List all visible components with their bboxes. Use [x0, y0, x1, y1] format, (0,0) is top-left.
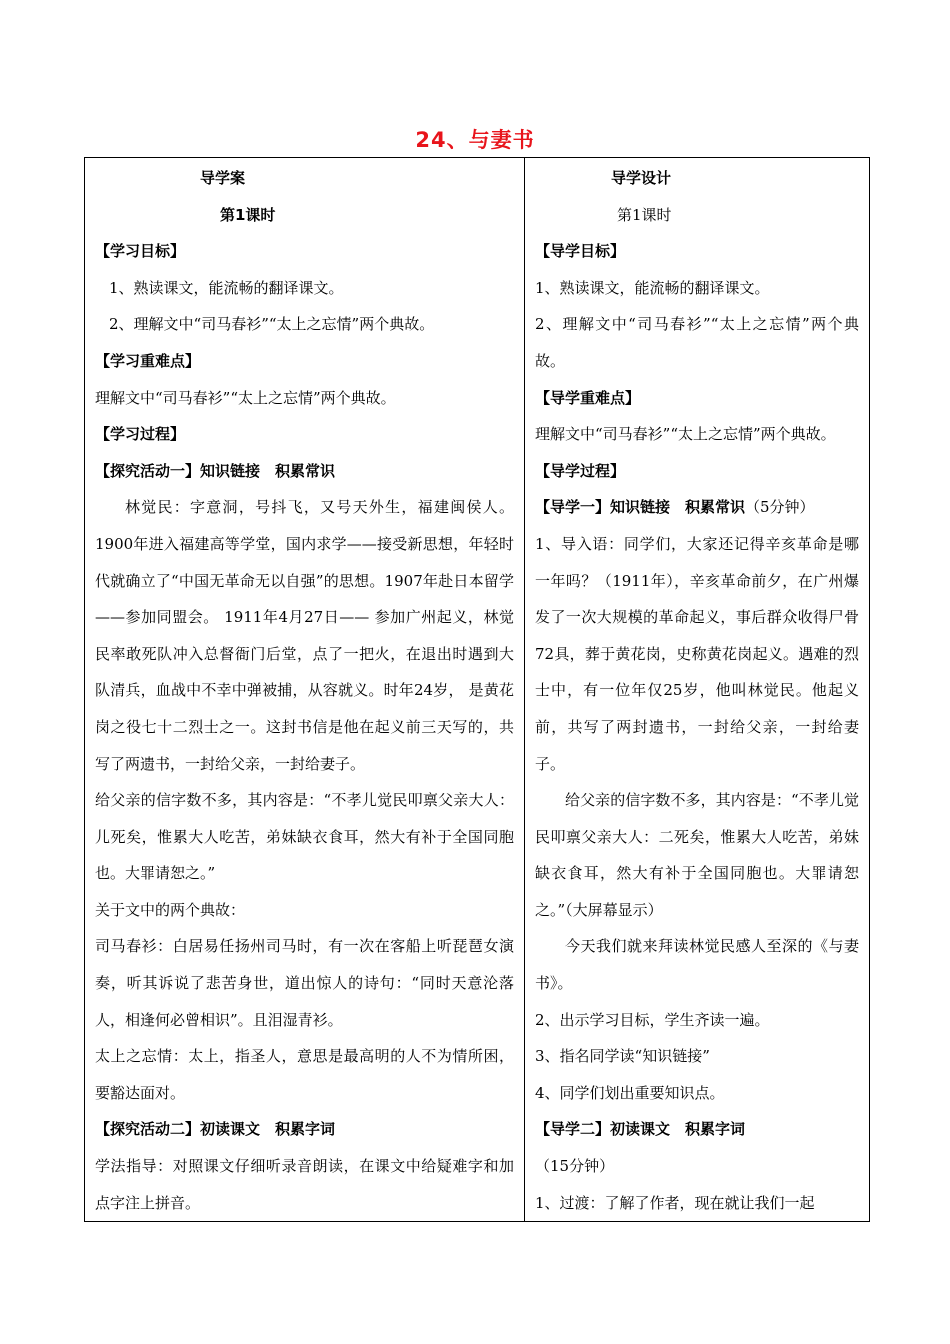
right-process-title: 【导学过程】 — [535, 461, 626, 480]
left-activity1-title: 【探究活动一】知识链接 积累常识 — [95, 461, 336, 480]
right-guide2-title: 【导学二】初读课文 积累字词 — [535, 1120, 746, 1139]
right-guide2-time: （15分钟） — [535, 1157, 615, 1176]
right-guide1-title: 【导学一】知识链接 积累常识 — [535, 498, 746, 517]
right-step-2: 2、出示学习目标，学生齐读一遍。 — [535, 1010, 770, 1029]
left-goal-1: 1、熟读课文，能流畅的翻译课文。 — [109, 278, 344, 297]
left-activity2-title: 【探究活动二】初读课文 积累字词 — [95, 1120, 336, 1139]
right-father-letter: 给父亲的信字数不多，其内容是：“不孝儿觉民叩禀父亲大人：二死矣，惟累大人吃苦，弟妹缺衣食耳，然大有补于全国同胞也。大罪请恕之。”（大屏幕显示） — [535, 791, 859, 919]
right-header: 导学设计 — [611, 169, 672, 187]
left-key-text: 理解文中“司马春衫”“太上之忘情”两个典故。 — [95, 388, 396, 407]
right-goal-1: 1、熟读课文，能流畅的翻译课文。 — [535, 278, 770, 297]
right-period: 第1课时 — [617, 205, 672, 224]
right-step-3: 3、指名同学读“知识链接” — [535, 1047, 710, 1066]
right-step-4: 4、同学们划出重要知识点。 — [535, 1083, 725, 1102]
right-guide1-heading — [535, 489, 859, 526]
left-method: 学法指导：对照课文仔细听录音朗读，在课文中给疑难字和加点字注上拼音。 — [95, 1157, 514, 1212]
left-header: 导学案 — [200, 169, 246, 187]
right-intro: 1、导入语：同学们，大家还记得辛亥革命是哪一年吗？（1911年），辛亥革命前夕，在广州爆发了一次大规模的革命起义，事后群众收得尸骨72具，葬于黄花岗，史称黄花岗起义。遇难的烈士中，有一位年仅25岁，他叫林觉民。他起义前，共写了两封遗书，一封给父亲，一封给妻子。 — [535, 534, 859, 773]
right-today: 今天我们就来拜读林觉民感人至深的《与妻书》。 — [535, 937, 859, 993]
page-title: 24、与妻书 — [415, 128, 535, 152]
right-column — [525, 158, 870, 1222]
left-column — [85, 158, 525, 1222]
lesson-table — [84, 157, 870, 1222]
right-guide1-time: （5分钟） — [745, 498, 815, 517]
right-goal-2: 2、理解文中“司马春衫”“太上之忘情”两个典故。 — [535, 315, 859, 370]
left-father-letter: 给父亲的信字数不多，其内容是：“不孝儿觉民叩禀父亲大人：儿死矣，惟累大人吃苦，弟妹缺衣食耳，然大有补于全国同胞也。大罪请恕之。” — [95, 791, 514, 883]
right-goals-title: 【导学目标】 — [535, 242, 626, 261]
left-bio-paragraph: 林觉民：字意洞，号抖飞，又号天外生，福建闽侯人。1900年进入福建高等学堂，国内求学——接受新思想，年轻时代就确立了“中国无革命无以自强”的思想。1907年赴日本留学——参加同盟会。 1911年4月27日—— 参加广州起义，林觉民率敢死队冲入总督衙门后堂，点了一把火，在退出时遇到大队清兵，血战中不幸中弹被捕，从容就义。时年24岁， 是黄花岗之役七十二烈士之一。这封书信是他在起义前三天写的，共写了两遗书，一封给父亲，一封给妻子。 — [95, 498, 514, 773]
left-allusion-2: 太上之忘情：太上，指圣人，意思是最高明的人不为情所困，要豁达面对。 — [95, 1047, 514, 1102]
left-process-title: 【学习过程】 — [95, 425, 186, 444]
right-transition: 1、过渡：了解了作者，现在就让我们一起 — [535, 1193, 815, 1212]
left-goal-2: 2、理解文中“司马春衫”“太上之忘情”两个典故。 — [109, 315, 435, 334]
left-key-title: 【学习重难点】 — [95, 351, 201, 370]
right-key-title: 【导学重难点】 — [535, 388, 641, 407]
right-key-text: 理解文中“司马春衫”“太上之忘情”两个典故。 — [535, 425, 836, 444]
left-goals-title: 【学习目标】 — [95, 242, 186, 261]
left-allusion-1: 司马春衫：白居易任扬州司马时，有一次在客船上听琵琶女演奏，听其诉说了悲苦身世，道出惊人的诗句：“同时天意沦落人，相逢何必曾相识”。且泪湿青衫。 — [95, 937, 514, 1029]
left-allusions-title: 关于文中的两个典故： — [95, 900, 246, 919]
left-period: 第1课时 — [220, 205, 276, 224]
